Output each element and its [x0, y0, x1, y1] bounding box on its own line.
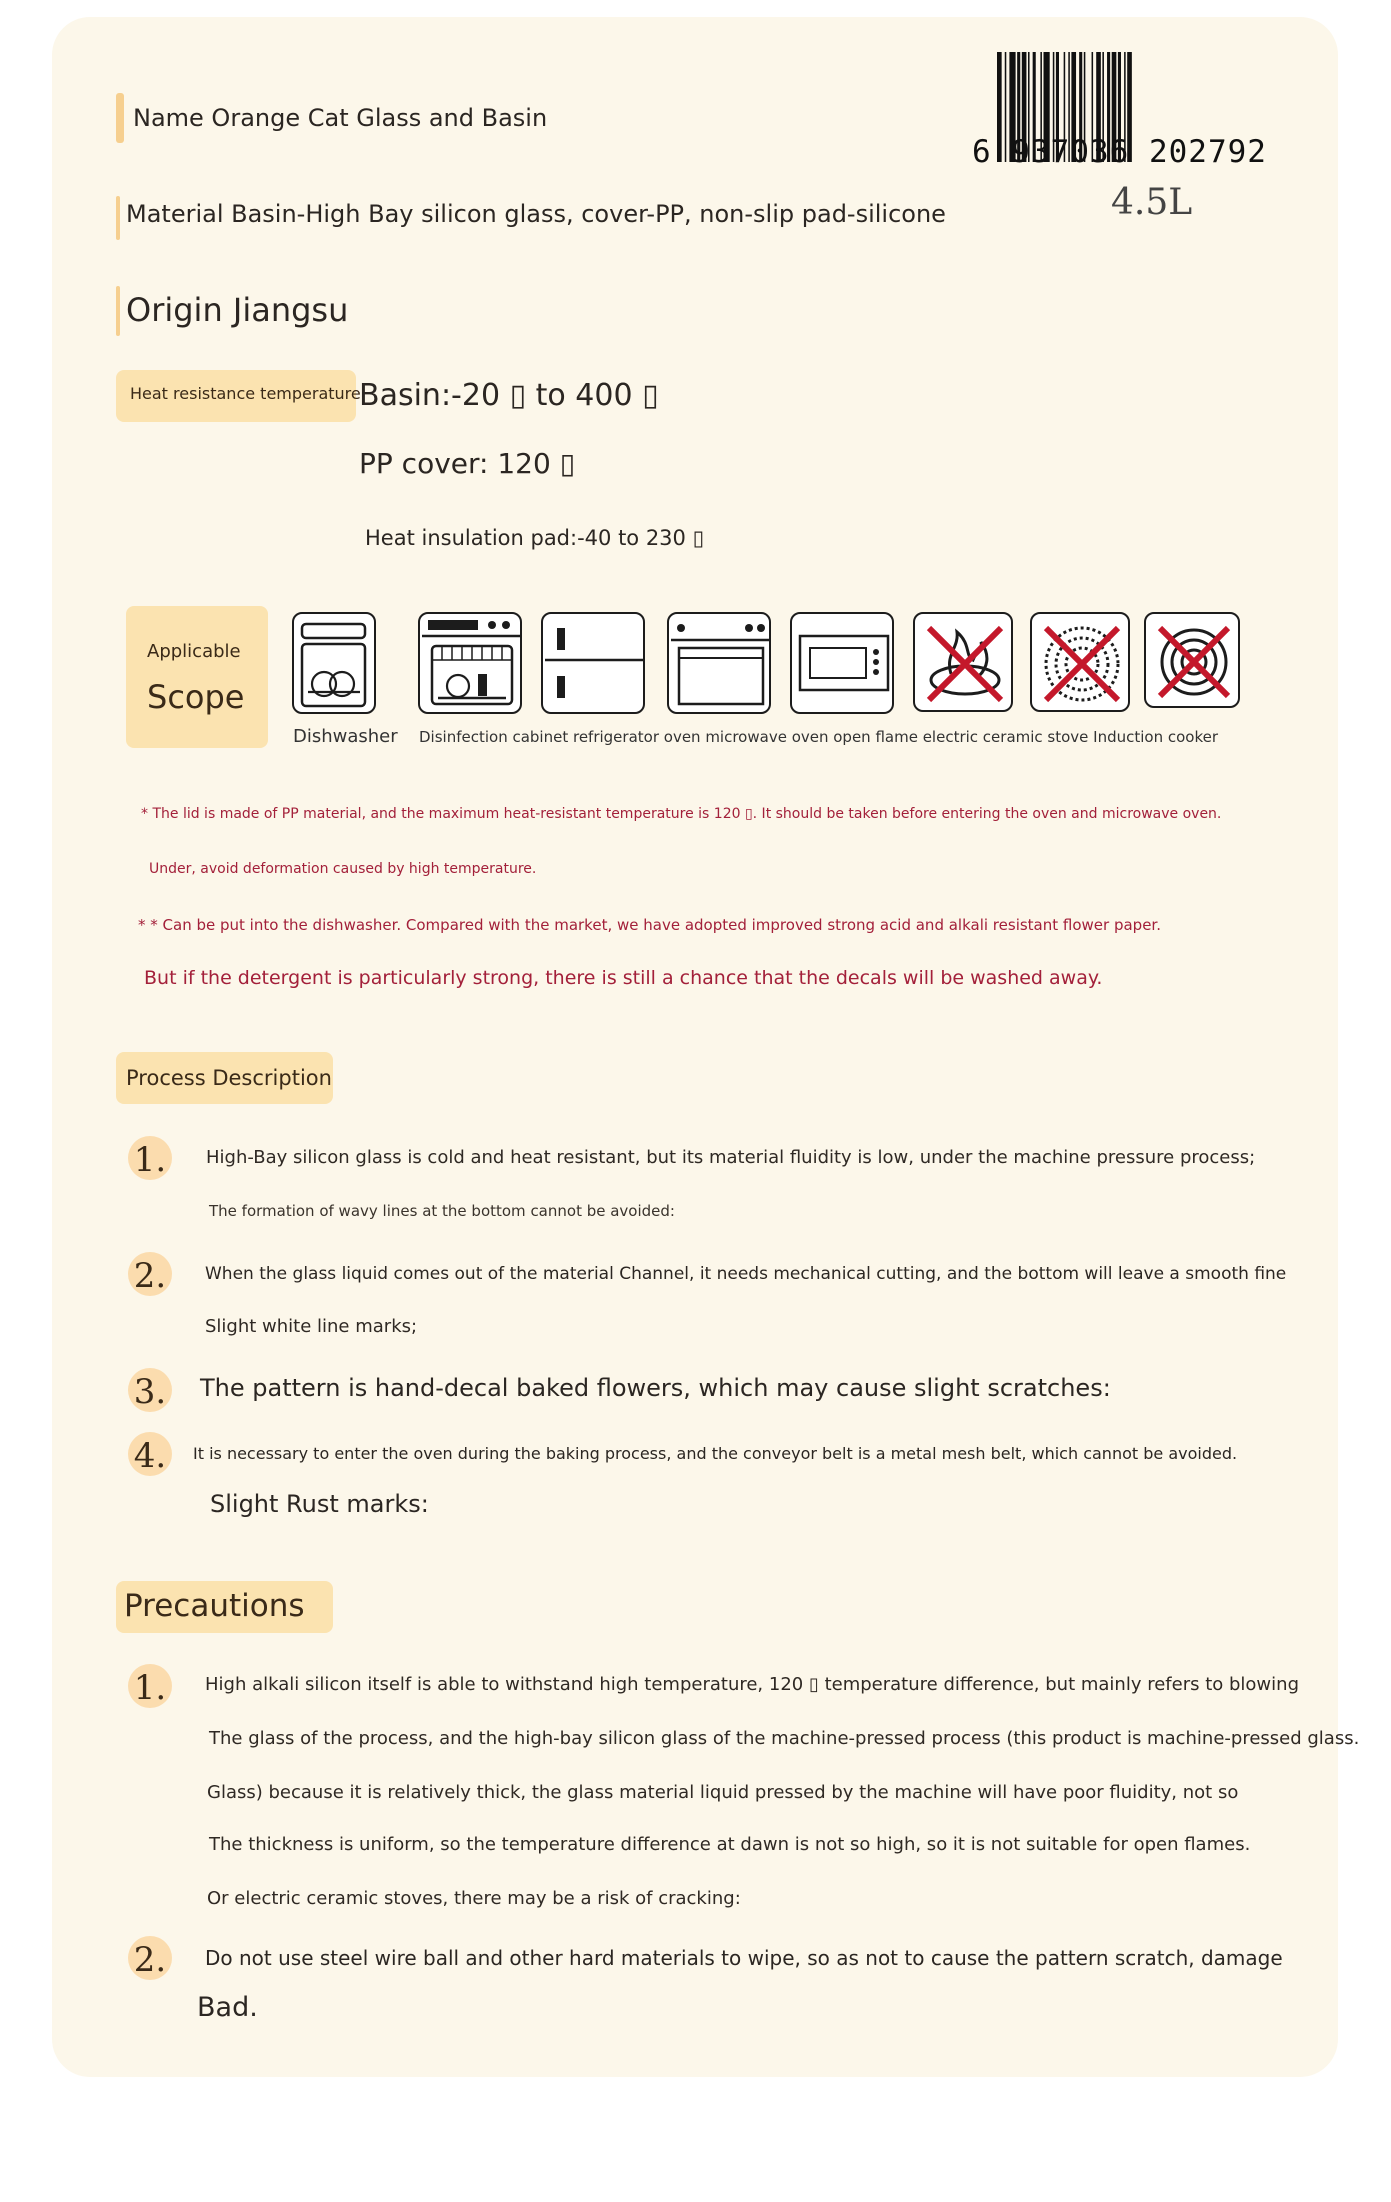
heat-label: Heat resistance temperature — [130, 384, 361, 403]
origin-marker — [116, 286, 120, 336]
no-induction-cooker-icon — [1144, 612, 1240, 708]
precaution-2-line2: Bad. — [197, 1992, 258, 2023]
process-title: Process Description — [126, 1066, 332, 1090]
process-number-2: 2. — [128, 1252, 172, 1296]
scope-caption-dishwasher: Dishwasher — [293, 726, 398, 747]
process-item-1-line1: High-Bay silicon glass is cold and heat resistant, but its material fluidity is low, under the machine pressure process; — [206, 1147, 1256, 1168]
process-item-2-line2: Slight white line marks; — [205, 1316, 418, 1337]
note-line-4: But if the detergent is particularly strong, there is still a chance that the decals will be washed away. — [144, 967, 1103, 989]
heat-basin: Basin:-20 ▯ to 400 ▯ — [359, 378, 659, 413]
oven-icon — [667, 612, 771, 714]
barcode-number: 6 937036 202792 — [972, 134, 1267, 170]
heat-pp-cover: PP cover: 120 ▯ — [359, 447, 576, 480]
process-item-4-line1: It is necessary to enter the oven during the baking process, and the conveyor belt is a metal mesh belt, which cannot be avoided. — [193, 1444, 1238, 1463]
precautions-title: Precautions — [124, 1588, 305, 1624]
note-line-1: * The lid is made of PP material, and the maximum heat-resistant temperature is 120 ▯. It should be taken before entering the oven and microwave oven. — [141, 806, 1222, 822]
note-line-3: * * Can be put into the dishwasher. Compared with the market, we have adopted improved strong acid and alkali resistant flower paper. — [138, 916, 1161, 934]
process-item-3-line1: The pattern is hand-decal baked flowers, which may cause slight scratches: — [200, 1374, 1111, 1402]
process-number-3: 3. — [128, 1368, 172, 1412]
scope-label-line1: Applicable — [147, 641, 241, 662]
process-item-1-line2: The formation of wavy lines at the bottom cannot be avoided: — [209, 1202, 675, 1220]
product-material: Material Basin-High Bay silicon glass, cover-PP, non-slip pad-silicone — [126, 200, 946, 228]
precaution-1-line4: The thickness is uniform, so the temperature difference at dawn is not so high, so it is not suitable for open flames. — [209, 1834, 1251, 1855]
precaution-1-line5: Or electric ceramic stoves, there may be a risk of cracking: — [207, 1888, 741, 1909]
heat-pad: Heat insulation pad:-40 to 230 ▯ — [365, 526, 705, 550]
precaution-number-1: 1. — [128, 1664, 172, 1708]
disinfection-cabinet-icon — [418, 612, 522, 714]
process-item-2-line1: When the glass liquid comes out of the material Channel, it needs mechanical cutting, and the bottom will leave a smooth fine — [205, 1264, 1287, 1284]
capacity: 4.5L — [1111, 182, 1193, 223]
refrigerator-icon — [541, 612, 645, 714]
no-open-flame-icon — [913, 612, 1013, 712]
process-number-1: 1. — [128, 1136, 172, 1180]
precaution-1-line3: Glass) because it is relatively thick, the glass material liquid pressed by the machine will have poor fluidity, not so — [207, 1782, 1239, 1803]
scope-label-bg — [126, 606, 268, 748]
note-line-2: Under, avoid deformation caused by high temperature. — [149, 861, 537, 877]
product-name: Name Orange Cat Glass and Basin — [133, 104, 548, 132]
no-electric-ceramic-stove-icon — [1030, 612, 1130, 712]
scope-caption-rest: Disinfection cabinet refrigerator oven microwave oven open flame electric ceramic stove Induction cooker — [419, 728, 1219, 746]
material-marker — [116, 196, 120, 240]
precaution-1-line2: The glass of the process, and the high-bay silicon glass of the machine-pressed process (this product is machine-pressed glass. — [209, 1728, 1360, 1749]
microwave-icon — [790, 612, 894, 714]
dishwasher-icon — [292, 612, 376, 714]
process-number-4: 4. — [128, 1432, 172, 1476]
precaution-1-line1: High alkali silicon itself is able to withstand high temperature, 120 ▯ temperature difference, but mainly refers to blowing — [205, 1674, 1299, 1695]
precaution-2-line1: Do not use steel wire ball and other hard materials to wipe, so as not to cause the pattern scratch, damage — [205, 1946, 1283, 1970]
product-origin: Origin Jiangsu — [126, 291, 349, 329]
scope-label-line2: Scope — [147, 678, 245, 716]
precaution-number-2: 2. — [128, 1936, 172, 1980]
process-item-4-line2: Slight Rust marks: — [210, 1490, 429, 1518]
name-marker — [116, 93, 124, 143]
